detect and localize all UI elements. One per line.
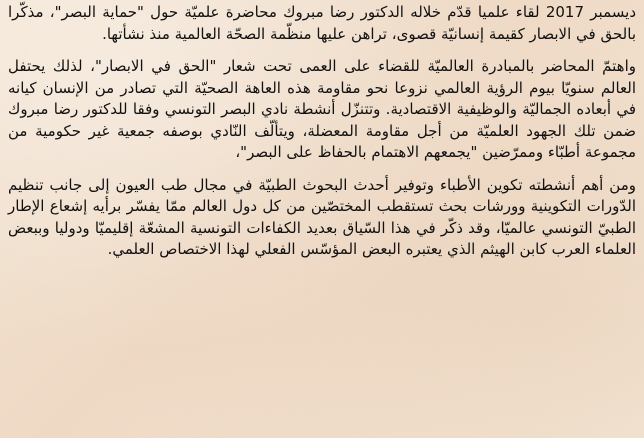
article-paragraph-3: ومن أهم أنشطته تكوين الأطباء وتوفير أحدث البحوث الطبيّة في مجال طب العيون إلى جانب تنظيم الدّورات التكوينية وورشات بحث تستقطب المختصّين من كل دول العالم ممّا يفسّر برأيه إشعاع الإطار الطبيّ التونسي عالميّا، وقد ذكّر في هذا السّياق بعديد الكفاءات التونسية المشعّة إقليميّا ودوليا وببعض العلماء العرب كابن الهيثم الذي يعتبره البعض المؤسّس الفعلي لهذا الاختصاص العلمي. [8, 175, 636, 258]
article-paragraph-2: واهتمّ المحاضر بالمبادرة العالميّة للقضاء على العمى تحت شعار "الحق في الابصار"، لذلك يحتفل العالم سنويّا بيوم الرؤية العالمي نزوعا نحو مقاومة هذه العاهة الصحيّة التي تصادر من الإنسان كيانه في أبعاده الجماليّة والوظيفية الاقتصادية. وتتنزّل أنشطة نادي البصر التونسي وفقا للدكتور رضا مبروك ضمن تلك الجهود العلميّة من أجل مقاومة المعضلة، ويتألّف النّادي بوصفه جمعية غير حكومية من مجموعة أطبّاء وممرّضين "يجمعهم الاهتمام بالحفاظ على البصر"، [8, 57, 636, 161]
article-paragraph-1: ديسمبر 2017 لقاء علميا قدّم خلاله الدكتور رضا مبروك محاضرة علميّة حول "حماية البصر"، مذكّرا بالحق في الابصار كقيمة إنسانيّة قصوى، تراهن عليها منظّمة الصحّة العالمية منذ نشأتها. [8, 3, 636, 43]
article-body [8, 2, 636, 261]
